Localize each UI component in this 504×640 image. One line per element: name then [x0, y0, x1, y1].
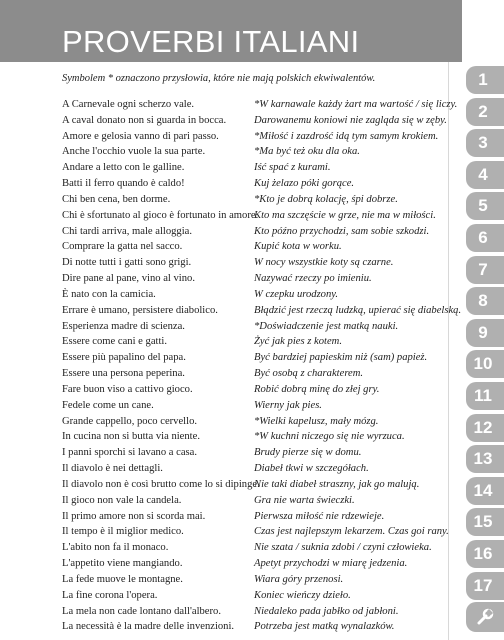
chapter-tab-label: 16 [473, 544, 493, 563]
chapter-tab[interactable] [466, 350, 504, 378]
polish-equivalent: Kto ma szczęście w grze, nie ma w miłości. [254, 209, 436, 221]
proverb-row [62, 97, 458, 113]
chapter-tab[interactable] [466, 477, 504, 505]
chapter-tab[interactable] [466, 66, 504, 94]
italian-proverb: L'abito non fa il monaco. [62, 542, 169, 554]
italian-proverb: La fede muove le montagne. [62, 573, 183, 585]
proverb-row [62, 366, 442, 382]
italian-proverb: È nato con la camicia. [62, 288, 156, 300]
italian-proverb: Fare buon viso a cattivo gioco. [62, 383, 193, 395]
polish-equivalent: Iść spać z kurami. [254, 162, 331, 174]
proverb-row [62, 429, 442, 445]
polish-equivalent: Robić dobrą minę do złej gry. [254, 383, 380, 395]
chapter-tab[interactable] [466, 98, 504, 126]
italian-proverb: Anche l'occhio vuole la sua parte. [62, 146, 206, 158]
italian-proverb: L'appetito viene mangiando. [62, 558, 183, 570]
polish-equivalent: *W karnawale każdy żart ma wartość / się liczy. [254, 99, 458, 110]
polish-equivalent: *Kto je dobrą kolację, śpi dobrze. [254, 193, 398, 205]
proverb-row [62, 271, 442, 287]
chapter-tab-label: 4 [478, 164, 488, 184]
proverb-row [62, 287, 442, 303]
chapter-tab[interactable] [466, 540, 504, 568]
proverb-row [62, 509, 442, 525]
italian-proverb: Il gioco non vale la candela. [62, 494, 182, 506]
polish-equivalent: *Miłość i zazdrość idą tym samym krokiem. [254, 130, 439, 142]
italian-proverb: Dire pane al pane, vino al vino. [62, 273, 195, 285]
polish-equivalent: Być bardziej papieskim niż (sam) papież. [254, 352, 428, 364]
chapter-tab[interactable] [466, 129, 504, 157]
polish-equivalent: Błądzić jest rzeczą ludzką, upierać się diabelską. [254, 304, 462, 316]
chapter-tab-label: 15 [473, 512, 493, 532]
chapter-tab-label: 7 [478, 259, 488, 279]
proverb-row [62, 303, 462, 319]
chapter-tab-label: 9 [478, 322, 488, 342]
chapter-tab[interactable] [466, 161, 504, 189]
asterisk-note: Symbolem * oznaczono przysłowia, które nie mają polskich ekwiwalentów. [62, 73, 376, 84]
proverb-row [62, 604, 442, 620]
italian-proverb: Chi ben cena, ben dorme. [62, 193, 171, 205]
chapter-tab[interactable] [466, 508, 504, 536]
chapter-tab-label: 11 [474, 386, 492, 405]
polish-equivalent: *Wielki kapelusz, mały mózg. [254, 415, 379, 427]
polish-equivalent: Wiara góry przenosi. [254, 573, 344, 585]
polish-equivalent: *Doświadczenie jest matką nauki. [254, 320, 399, 332]
proverb-row [62, 556, 442, 572]
chapter-tab-label: 17 [473, 575, 493, 595]
polish-equivalent: Nie szata / suknia zdobi / czyni człowieka. [254, 542, 432, 554]
chapter-tab[interactable] [466, 414, 504, 442]
proverb-row [62, 319, 442, 335]
column-divider [448, 62, 449, 640]
italian-proverb: In cucina non si butta via niente. [62, 431, 200, 443]
polish-equivalent: Diabeł tkwi w szczegółach. [254, 463, 369, 475]
proverb-row [62, 572, 442, 588]
polish-equivalent: Pierwsza miłość nie rdzewieje. [254, 510, 385, 522]
polish-equivalent: Gra nie warta świeczki. [254, 494, 355, 506]
proverb-row [62, 619, 442, 635]
proverb-row [62, 192, 442, 208]
chapter-tab-label: 10 [473, 354, 493, 374]
italian-proverb: A Carnevale ogni scherzo vale. [62, 99, 195, 110]
proverb-row [62, 445, 442, 461]
chapter-tab[interactable] [466, 224, 504, 252]
chapter-tab-label: 1 [478, 70, 488, 89]
chapter-tab-label: 8 [478, 291, 488, 311]
polish-equivalent: Kto późno przychodzi, sam sobie szkodzi. [254, 225, 430, 237]
italian-proverb: La fine corona l'opera. [62, 589, 158, 601]
polish-equivalent: *Ma być też oku dla oka. [254, 146, 360, 158]
italian-proverb: La necessità è la madre delle invenzioni. [62, 621, 235, 633]
italian-proverb: Il diavolo non è così brutto come lo si dipinge. [62, 478, 260, 490]
chapter-tab-label: 12 [473, 417, 493, 437]
proverb-row [62, 414, 442, 430]
page-header [0, 0, 462, 62]
polish-equivalent: W nocy wszystkie koty są czarne. [254, 257, 394, 269]
proverb-row [62, 461, 442, 477]
italian-proverb: Chi tardi arriva, male alloggia. [62, 225, 193, 237]
proverb-row [62, 334, 442, 350]
wrench-icon [476, 608, 494, 626]
chapter-tab-label: 13 [473, 449, 493, 469]
page-title: PROVERBI ITALIANI [62, 24, 360, 59]
polish-equivalent: Kupić kota w worku. [254, 241, 342, 253]
chapter-tab[interactable] [466, 572, 504, 600]
chapter-tab[interactable] [466, 256, 504, 284]
proverb-row [62, 477, 442, 493]
polish-equivalent: Niedaleko pada jabłko od jabłoni. [254, 605, 399, 617]
italian-proverb: Essere come cani e gatti. [62, 336, 168, 348]
polish-equivalent: W czepku urodzony. [254, 288, 339, 300]
proverb-row [62, 224, 442, 240]
polish-equivalent: Nazywać rzeczy po imieniu. [254, 273, 372, 285]
chapter-tab[interactable] [466, 287, 504, 315]
polish-equivalent: *W kuchni niczego się nie wyrzuca. [254, 431, 405, 443]
proverb-row [62, 398, 442, 414]
chapter-tab[interactable] [466, 192, 504, 220]
chapter-tab-label: 5 [478, 196, 488, 216]
italian-proverb: Esperienza madre di scienza. [62, 320, 185, 332]
proverb-row [62, 255, 442, 271]
polish-equivalent: Darowanemu koniowi nie zagląda się w zęby. [254, 114, 447, 126]
proverb-row [62, 144, 442, 160]
polish-equivalent: Czas jest najlepszym lekarzem. Czas goi rany. [254, 526, 449, 538]
italian-proverb: Grande cappello, poco cervello. [62, 415, 198, 427]
italian-proverb: Il primo amore non si scorda mai. [62, 510, 206, 522]
chapter-tab[interactable] [466, 445, 504, 473]
italian-proverb: Comprare la gatta nel sacco. [62, 241, 183, 253]
polish-equivalent: Koniec wieńczy dzieło. [254, 589, 351, 601]
chapter-tab-label: 3 [478, 133, 488, 153]
polish-equivalent: Nie taki diabeł straszny, jak go malują. [254, 478, 420, 490]
chapter-tab[interactable] [466, 319, 504, 347]
polish-equivalent: Brudy pierze się w domu. [254, 447, 362, 459]
polish-equivalent: Żyć jak pies z kotem. [254, 336, 342, 348]
polish-equivalent: Kuj żelazo póki gorące. [254, 178, 355, 190]
italian-proverb: Essere una persona peperina. [62, 368, 185, 380]
italian-proverb: Batti il ferro quando è caldo! [62, 178, 185, 190]
italian-proverb: La mela non cade lontano dall'albero. [62, 605, 221, 617]
chapter-tab-label: 2 [478, 101, 488, 121]
italian-proverb: Di notte tutti i gatti sono grigi. [62, 257, 192, 269]
proverb-row [62, 239, 442, 255]
italian-proverb: Essere più papalino del papa. [62, 352, 186, 364]
polish-equivalent: Być osobą z charakterem. [254, 368, 364, 380]
proverb-row [62, 493, 442, 509]
proverb-row [62, 176, 442, 192]
italian-proverb: I panni sporchi si lavano a casa. [62, 447, 198, 459]
italian-proverb: Fedele come un cane. [62, 399, 154, 411]
italian-proverb: Il diavolo è nei dettagli. [62, 463, 163, 475]
proverb-row [62, 113, 447, 129]
proverb-row [62, 160, 442, 176]
proverb-row [62, 588, 442, 604]
proverb-row [62, 540, 442, 556]
polish-equivalent: Apetyt przychodzi w miarę jedzenia. [254, 558, 408, 570]
proverb-list [62, 97, 462, 635]
proverb-row [62, 129, 442, 145]
polish-equivalent: Potrzeba jest matką wynalazków. [254, 621, 395, 633]
polish-equivalent: Wierny jak pies. [254, 399, 322, 411]
italian-proverb: A caval donato non si guarda in bocca. [62, 114, 227, 126]
italian-proverb: Andare a letto con le galline. [62, 162, 185, 174]
proverb-row [62, 382, 442, 398]
italian-proverb: Il tempo è il miglior medico. [62, 526, 184, 538]
proverb-row [62, 208, 442, 224]
chapter-tab[interactable] [466, 382, 504, 410]
italian-proverb: Errare è umano, persistere diabolico. [62, 304, 218, 316]
proverb-row [62, 350, 442, 366]
italian-proverb: Chi è sfortunato al gioco è fortunato in amore. [62, 209, 259, 221]
italian-proverb: Amore e gelosia vanno di pari passo. [62, 130, 219, 142]
proverb-row [62, 524, 449, 540]
chapter-tab-label: 14 [473, 480, 493, 500]
tools-tab[interactable] [466, 602, 504, 632]
chapter-tab-label: 6 [478, 228, 488, 247]
